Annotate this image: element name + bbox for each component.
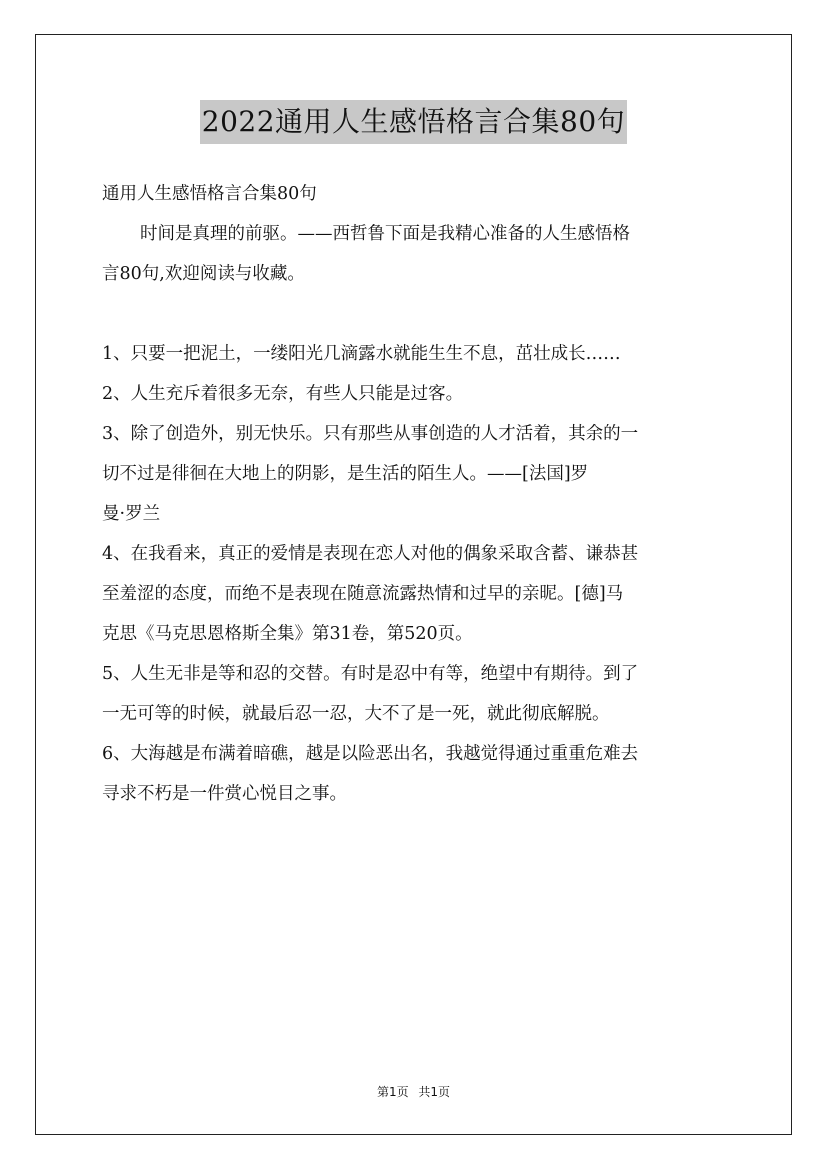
quote-line: 切不过是徘徊在大地上的阴影，是生活的陌生人。——[法国]罗 (102, 464, 589, 484)
quote-line: 2、人生充斥着很多无奈，有些人只能是过客。 (102, 384, 464, 404)
quote-line: 4、在我看来，真正的爱情是表现在恋人对他的偶象采取含蓄、谦恭甚 (102, 544, 639, 564)
quote-line: 一无可等的时候，就最后忍一忍，大不了是一死，就此彻底解脱。 (102, 704, 610, 724)
page-number: 第1页 (376, 1085, 409, 1099)
quote-line: 克思《马克思恩格斯全集》第31卷，第520页。 (102, 624, 473, 644)
quote-line: 曼·罗兰 (102, 504, 161, 524)
quote-line: 至羞涩的态度，而绝不是表现在随意流露热情和过早的亲昵。[德]马 (102, 584, 624, 604)
page-total: 共1页 (418, 1085, 451, 1099)
document-title: 2022通用人生感悟格言合集80句 (200, 100, 627, 144)
quote-line: 3、除了创造外，别无快乐。只有那些从事创造的人才活着，其余的一 (102, 424, 639, 444)
paragraph-line: 言80句,欢迎阅读与收藏。 (102, 264, 305, 284)
quote-line: 1、只要一把泥土，一缕阳光几滴露水就能生生不息，茁壮成长…… (102, 344, 621, 364)
quote-line: 5、人生无非是等和忍的交替。有时是忍中有等，绝望中有期待。到了 (102, 664, 639, 684)
quote-line: 6、大海越是布满着暗礁，越是以险恶出名，我越觉得通过重重危难去 (102, 744, 639, 764)
paragraph-line: 时间是真理的前驱。——西哲鲁下面是我精心准备的人生感悟格 (140, 224, 630, 244)
subtitle-line: 通用人生感悟格言合集80句 (102, 184, 317, 204)
page-footer (0, 1083, 827, 1100)
quote-line: 寻求不朽是一件赏心悦目之事。 (102, 784, 347, 804)
title-container (0, 100, 827, 144)
document-body (102, 174, 732, 814)
blank-line (102, 294, 732, 334)
